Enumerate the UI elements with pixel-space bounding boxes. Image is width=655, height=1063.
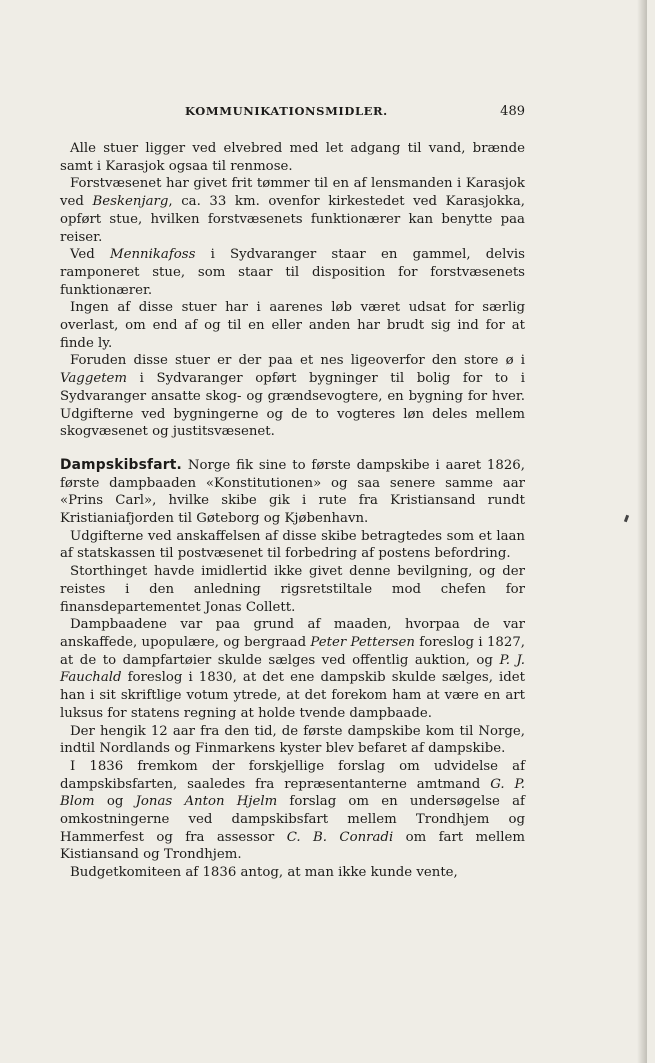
paragraph	[60, 758, 525, 864]
body-text	[60, 140, 525, 882]
italic-name: P. J. Fauchald	[60, 652, 525, 686]
text-run: Der hengik 12 aar fra den tid, de første dampskibe kom til Norge, indtil Nordlands og Finmarkens kyster blev befaret af dampskibe.	[60, 723, 525, 757]
italic-name: Mennikafoss	[109, 247, 196, 263]
page-edge-shadow	[637, 0, 647, 1063]
text-run: Ved	[70, 247, 110, 263]
italic-name: Jonas Anton Hjelm	[135, 794, 278, 810]
text-run: Udgifterne ved anskaffelsen af disse skibe betragtedes som et laan af statskassen til postvæsenet til forbedring af postens befordring.	[60, 528, 525, 562]
text-run: Dampbaadene var paa grund af maaden, hvorpaa de var anskaffede, upopulære, og bergraad	[60, 617, 525, 650]
paragraph	[60, 723, 525, 758]
section-gap	[60, 441, 525, 457]
text-run: om fart mellem Kistiansand og Trondhjem.	[60, 829, 526, 863]
paragraph	[60, 246, 525, 299]
page-number: 489	[500, 104, 525, 119]
running-title: KOMMUNIKATIONSMIDLER.	[185, 104, 388, 118]
paragraph	[60, 140, 525, 175]
paragraph	[60, 563, 525, 616]
italic-name: Beskenjarg	[92, 194, 169, 210]
text-run: Storthinget havde imidlertid ikke givet denne bevilgning, og der reistes i den anledning rigsretstiltale mod chefen for finansdepartementet Jonas Collett.	[60, 564, 525, 615]
text-run: foreslog i 1830, at det ene dampskib skulde sælges, idet han i sit skriftlige votum ytrede, at det forekom ham at være en art luksus for statens regning at holde tvende dampbaade.	[60, 670, 525, 721]
text-run: Alle stuer ligger ved elvebred med let adgang til vand, brænde samt i Karasjok ogsaa til renmose.	[60, 141, 525, 174]
text-run: Foruden disse stuer er der paa et nes ligeoverfor den store ø i	[70, 353, 525, 369]
italic-name: C. B. Conradi	[286, 829, 394, 845]
text-run: i Sydvaranger staar en gammel, delvis ramponeret stue, som staar til disposition for forstvæsenets funktionærer.	[60, 247, 526, 298]
paragraph	[60, 457, 525, 528]
paragraph	[60, 616, 525, 722]
italic-name: G. P. Blom	[60, 776, 525, 810]
text-run: , ca. 33 km. ovenfor kirkestedet ved Karasjokka, opført stue, hvilken forstvæsenets funktionærer kan benytte paa reiser.	[60, 194, 526, 245]
ink-mark	[624, 515, 629, 523]
text-run: foreslog i 1827, at de to dampfartøier skulde sælges ved offentlig auktion, og	[60, 634, 526, 668]
paragraph	[60, 175, 525, 246]
text-run: og	[94, 794, 136, 810]
text-run: i Sydvaranger opført bygninger til bolig for to i Sydvaranger ansatte skog- og grændsevogtere, en bygning for hver. Udgifterne ved bygningerne og de to vogteres løn deles mellem skogvæsenet og justitsvæsenet.	[60, 371, 525, 440]
text-run: Forstvæsenet har givet frit tømmer til en af lensmanden i Karasjok ved	[60, 176, 525, 210]
text-run: forslag om en undersøgelse af omkostningerne ved dampskibsfart mellem Trondhjem og Hammerfest og fra assessor	[60, 794, 525, 845]
italic-name: Peter Pettersen	[310, 634, 415, 650]
paragraph	[60, 864, 525, 882]
text-run: I 1836 fremkom der forskjellige forslag om udvidelse af dampskibsfarten, saaledes fra repræsentanterne amtmand	[60, 758, 525, 792]
paragraph	[60, 528, 525, 563]
page-header	[60, 104, 525, 124]
paragraph	[60, 352, 525, 441]
section-heading: Dampskibsfart.	[60, 456, 182, 473]
text-run: Ingen af disse stuer har i aarenes løb været udsat for særlig overlast, om end af og til en eller anden har brudt sig ind for at finde ly.	[60, 300, 525, 351]
italic-name: Vaggetem	[60, 371, 128, 387]
text-run: Budgetkomiteen af 1836 antog, at man ikke kunde vente,	[70, 865, 458, 881]
text-run: Norge fik sine to første dampskibe i aaret 1826, første dampbaaden «Konstitutionen» og saa senere samme aar «Prins Carl», hvilke skibe gik i rute fra Kristiansand rundt Kristianiafjorden til Gøteborg og Kjøbenhavn.	[60, 457, 525, 527]
paragraph	[60, 299, 525, 352]
